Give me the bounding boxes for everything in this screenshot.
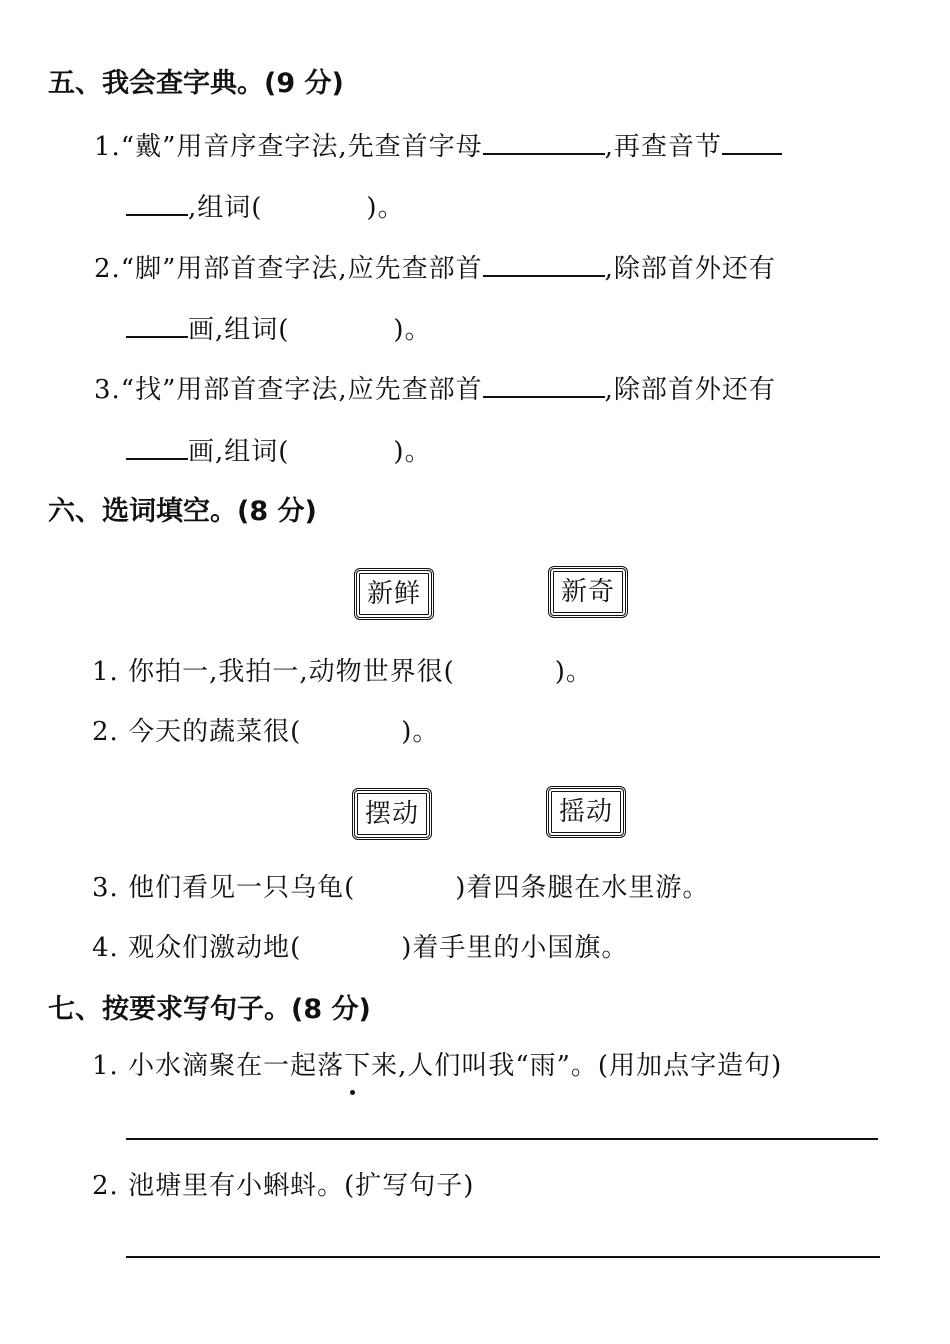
s6-question-4 bbox=[92, 928, 628, 968]
s6-q1-text-b: )。 bbox=[554, 657, 593, 687]
word-box-yaodong: 摇动 bbox=[546, 786, 626, 838]
s6-q4-text-b: )着手里的小国旗。 bbox=[401, 933, 629, 963]
word-box-xinxian: 新鲜 bbox=[354, 568, 434, 620]
s6-q2-text-a: 2. 今天的蔬菜很( bbox=[92, 717, 302, 747]
section6-heading: 六、选词填空。(8 分) bbox=[48, 496, 317, 527]
emphasis-dot bbox=[350, 1090, 355, 1095]
s6-q3-text-a: 3. 他们看见一只乌龟( bbox=[92, 873, 356, 903]
s5-q1-blank-initial[interactable] bbox=[483, 129, 605, 155]
section5-heading: 五、我会查字典。(9 分) bbox=[48, 68, 344, 99]
word-box-baidong: 摆动 bbox=[352, 788, 432, 840]
s6-q2-text-b: )。 bbox=[401, 717, 440, 747]
s5-q1-blank-syllable-cont[interactable] bbox=[126, 190, 188, 216]
s5-q1-text-c: ,组词( bbox=[188, 193, 263, 223]
s5-q3-text-a: 3.“找”用部首查字法,应先查部首 bbox=[94, 375, 483, 405]
s5-q2-text-d: )。 bbox=[393, 315, 432, 345]
s6-question-2 bbox=[92, 712, 439, 752]
s5-q3-text-c: 画,组词( bbox=[188, 437, 290, 467]
s5-q3-text-d: )。 bbox=[393, 437, 432, 467]
s7-q2-answer-line[interactable] bbox=[126, 1256, 880, 1258]
s5-q3-blank-strokes[interactable] bbox=[126, 434, 188, 460]
s7-question-1: 1. 小水滴聚在一起落下来,人们叫我“雨”。(用加点字造句) bbox=[92, 1051, 783, 1081]
s5-q2-text-b: ,除部首外还有 bbox=[604, 254, 776, 284]
s5-q1-text-b: ,再查音节 bbox=[604, 132, 722, 162]
s5-question-1-line1 bbox=[94, 127, 782, 167]
s5-q3-text-b: ,除部首外还有 bbox=[604, 375, 776, 405]
s6-q3-text-b: )着四条腿在水里游。 bbox=[455, 873, 710, 903]
s7-question-2: 2. 池塘里有小蝌蚪。(扩写句子) bbox=[92, 1171, 475, 1201]
s6-q1-text-a: 1. 你拍一,我拍一,动物世界很( bbox=[92, 657, 455, 687]
section7-heading: 七、按要求写句子。(8 分) bbox=[48, 994, 371, 1025]
word-box-xinqi: 新奇 bbox=[548, 566, 628, 618]
s5-question-3-line1 bbox=[94, 370, 776, 410]
s5-q2-text-a: 2.“脚”用部首查字法,应先查部首 bbox=[94, 254, 483, 284]
s5-q2-blank-radical[interactable] bbox=[483, 251, 605, 277]
s5-q1-text-d: )。 bbox=[366, 193, 405, 223]
s5-q3-blank-radical[interactable] bbox=[483, 372, 605, 398]
s5-q1-text-a: 1.“戴”用音序查字法,先查首字母 bbox=[94, 132, 483, 162]
s6-q4-text-a: 4. 观众们激动地( bbox=[92, 933, 302, 963]
s5-q2-text-c: 画,组词( bbox=[188, 315, 290, 345]
s6-question-1 bbox=[92, 652, 593, 692]
s5-q1-blank-syllable[interactable] bbox=[722, 129, 782, 155]
s5-q2-blank-strokes[interactable] bbox=[126, 312, 188, 338]
s7-q1-answer-line[interactable] bbox=[126, 1138, 878, 1140]
s5-question-2-line1 bbox=[94, 249, 776, 289]
s5-question-3-line2 bbox=[126, 432, 432, 472]
s5-question-2-line2 bbox=[126, 310, 432, 350]
s5-question-1-line2 bbox=[126, 188, 405, 228]
s6-question-3 bbox=[92, 868, 709, 908]
